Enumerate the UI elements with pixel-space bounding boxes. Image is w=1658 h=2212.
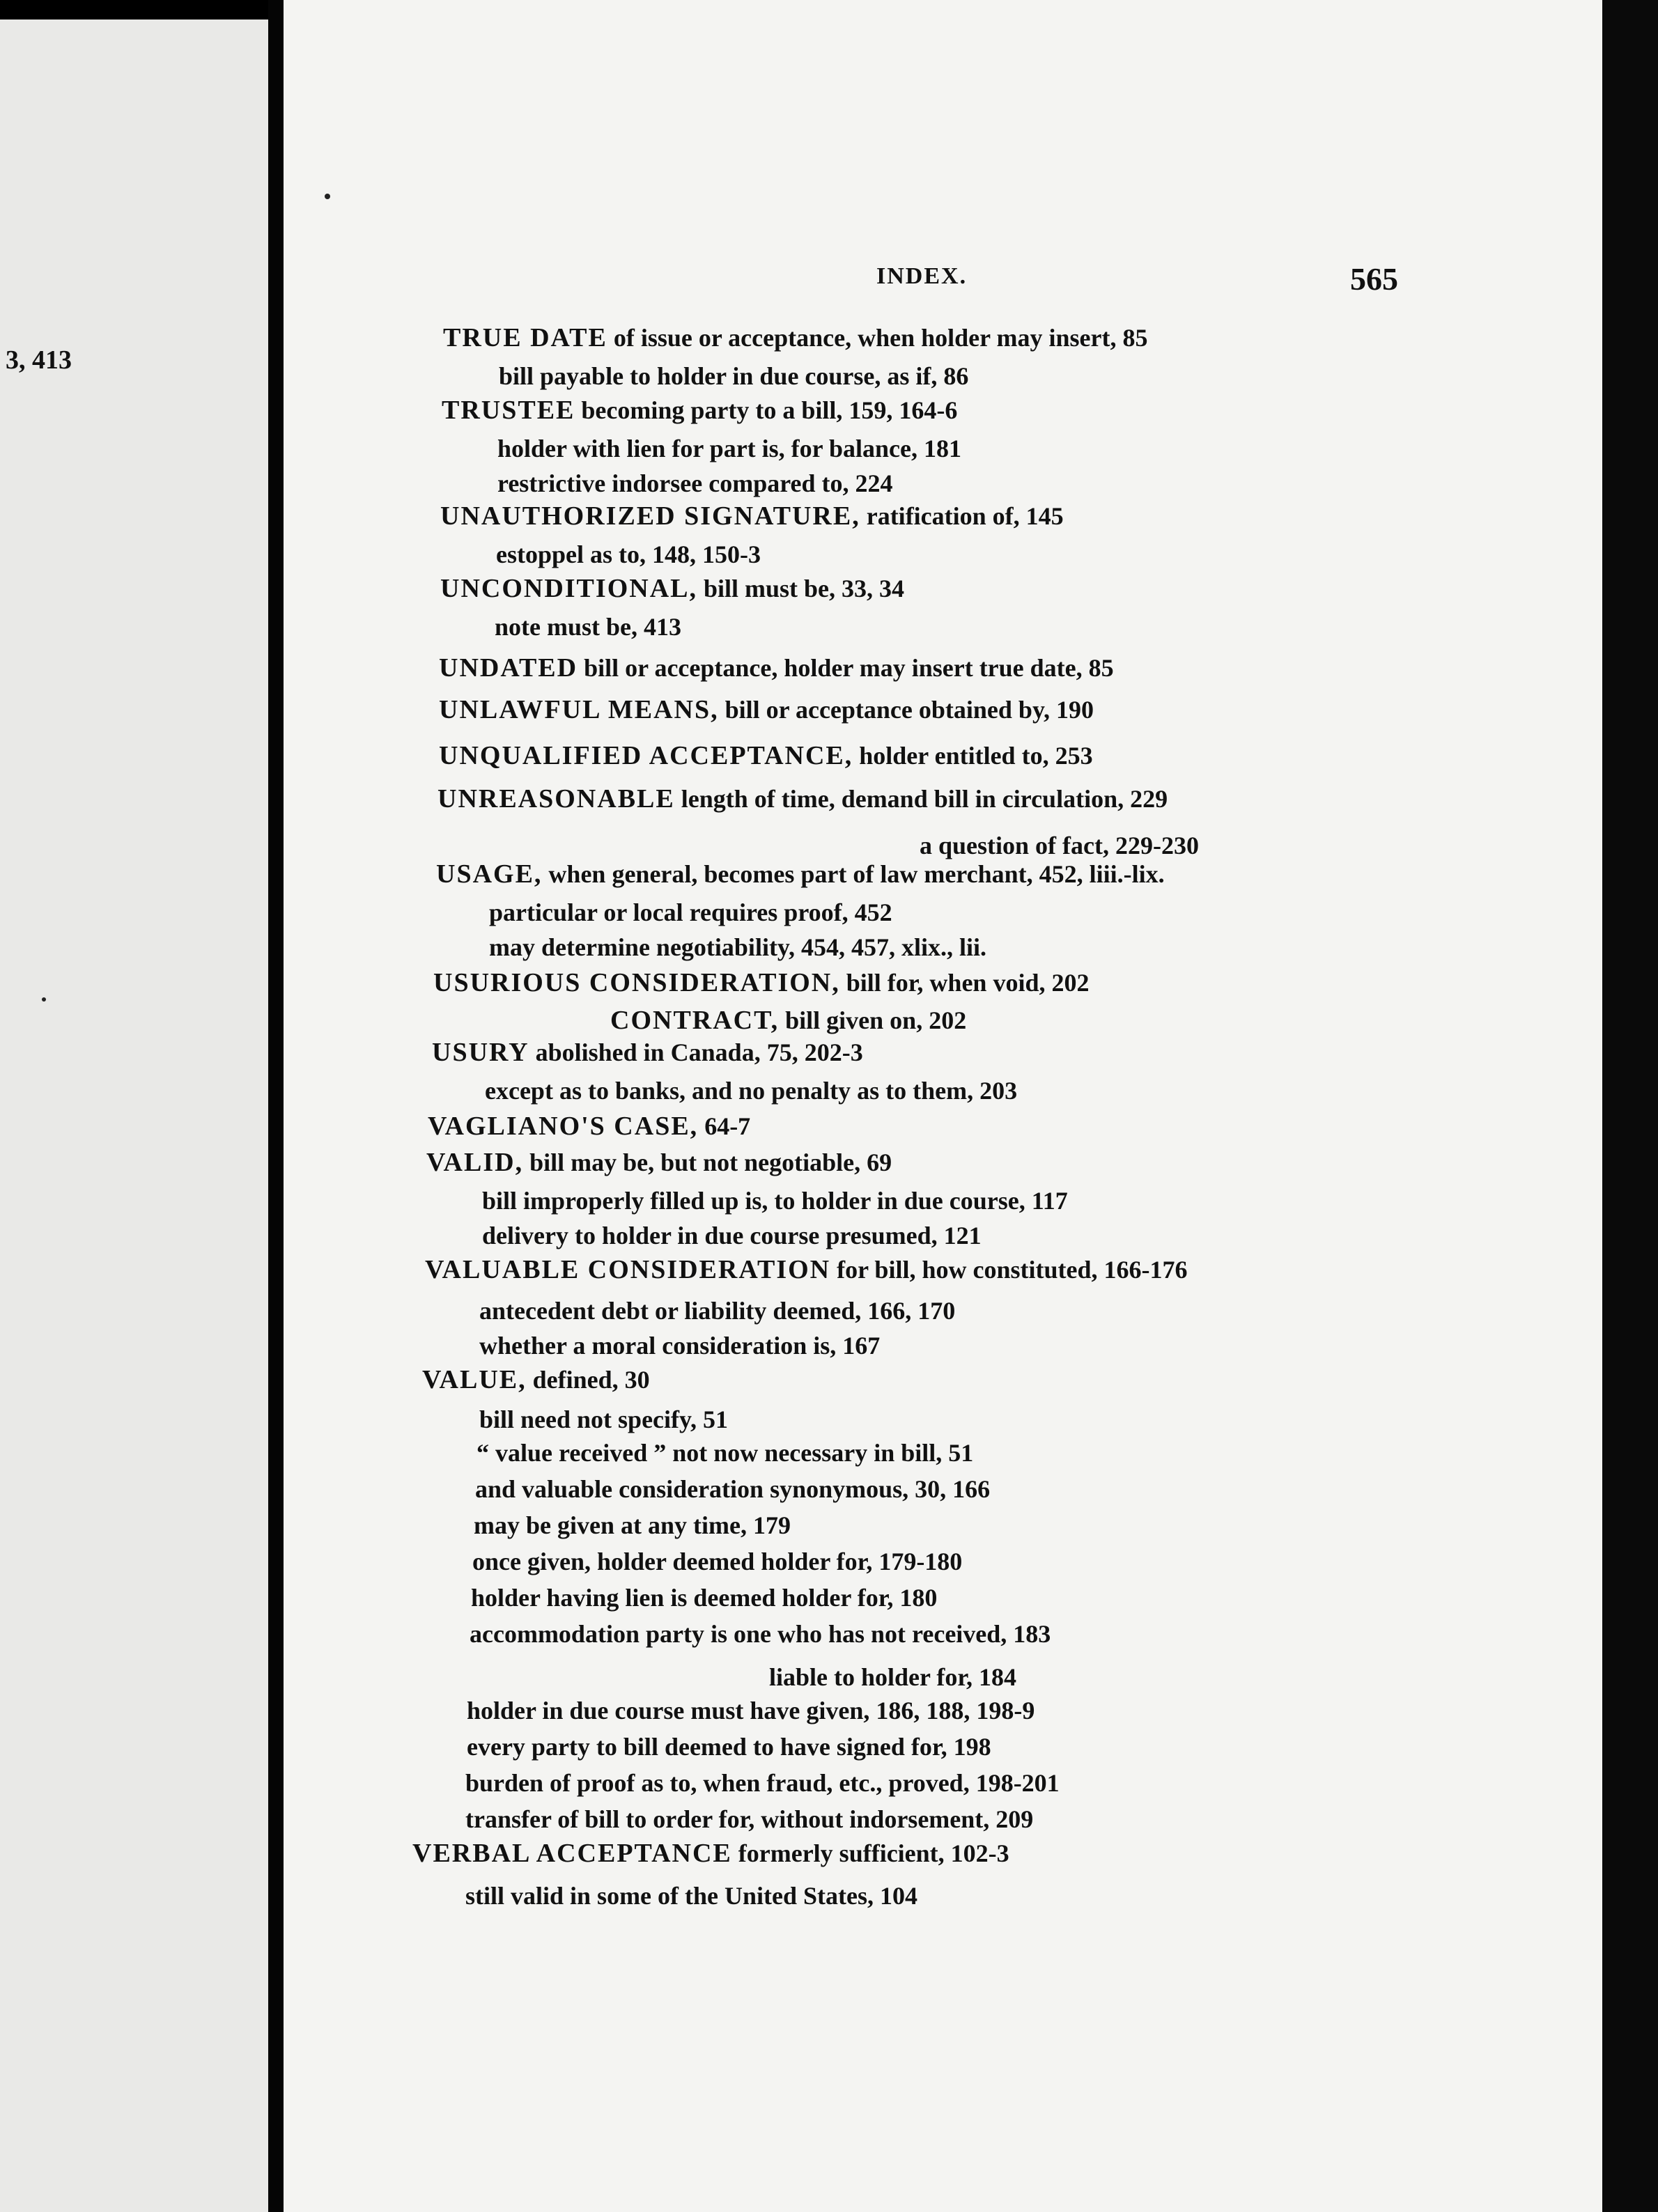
index-entry-main <box>440 503 1064 529</box>
entry-text: becoming party to a bill, 159, 164-6 <box>575 396 958 424</box>
index-entry-main <box>412 1840 1009 1867</box>
entry-text: when general, becomes part of law merchant, 452, liii.-lix. <box>542 860 1165 888</box>
entry-heading: UNDATED <box>439 653 578 683</box>
entry-text: bill or acceptance, holder may insert true date, 85 <box>578 654 1114 682</box>
entry-heading: VERBAL ACCEPTANCE <box>412 1839 732 1868</box>
entry-heading: VAGLIANO'S CASE, <box>428 1112 699 1141</box>
index-subentry: bill payable to holder in due course, as if, 86 <box>499 362 969 390</box>
index-entry-main <box>422 1366 650 1393</box>
index-entry-main <box>436 861 1165 887</box>
entry-text: ratification of, 145 <box>860 502 1064 530</box>
entry-text: bill given on, 202 <box>779 1006 967 1034</box>
index-subentry: may be given at any time, 179 <box>474 1511 791 1539</box>
index-entry-main <box>440 575 904 602</box>
index-subentry: transfer of bill to order for, without indorsement, 209 <box>465 1805 1034 1833</box>
index-subentry: holder having lien is deemed holder for, 180 <box>471 1584 938 1612</box>
entry-heading: VALID, <box>426 1148 524 1177</box>
entry-heading: VALUE, <box>422 1365 527 1394</box>
index-subentry: may determine negotiability, 454, 457, xlix., lii. <box>489 933 986 961</box>
index-subentry: bill need not specify, 51 <box>479 1405 729 1433</box>
index-entry-main <box>426 1149 892 1176</box>
entry-text: formerly sufficient, 102-3 <box>731 1839 1009 1867</box>
index-subentry: once given, holder deemed holder for, 179-180 <box>472 1548 963 1575</box>
speck <box>42 997 46 1002</box>
entry-heading: CONTRACT, <box>610 1006 780 1035</box>
index-subentry: burden of proof as to, when fraud, etc., proved, 198-201 <box>465 1769 1060 1797</box>
entry-text: bill must be, 33, 34 <box>697 575 905 602</box>
entry-text: bill or acceptance obtained by, 190 <box>718 696 1094 724</box>
entry-text: 64-7 <box>698 1112 751 1140</box>
index-subentry: particular or local requires proof, 452 <box>489 898 892 926</box>
index-entry-main <box>439 655 1114 681</box>
entry-heading: USURIOUS CONSIDERATION, <box>433 968 840 997</box>
entry-text: of issue or acceptance, when holder may insert, 85 <box>607 324 1148 352</box>
index-subentry: “ value received ” not now necessary in bill, 51 <box>477 1439 974 1467</box>
index-subentry: antecedent debt or liability deemed, 166, 170 <box>479 1297 956 1325</box>
entry-text: holder entitled to, 253 <box>853 742 1093 770</box>
index-subentry: liable to holder for, 184 <box>769 1663 1017 1691</box>
index-entry-main <box>439 696 1094 723</box>
index-subentry: bill improperly filled up is, to holder in due course, 117 <box>482 1187 1068 1215</box>
page-edge-shadow <box>1602 0 1658 2212</box>
index-entry-main <box>439 742 1093 769</box>
index-subentry: accommodation party is one who has not received, 183 <box>470 1620 1051 1648</box>
index-subentry: except as to banks, and no penalty as to them, 203 <box>485 1077 1018 1105</box>
entry-heading: UNREASONABLE <box>437 784 675 813</box>
index-subentry: restrictive indorsee compared to, 224 <box>497 469 893 497</box>
entry-text: bill may be, but not negotiable, 69 <box>523 1148 892 1176</box>
index-subentry: a question of fact, 229-230 <box>920 832 1199 859</box>
left-page-fragment: 3, 413 <box>6 345 72 375</box>
entry-heading: VALUABLE CONSIDERATION <box>425 1255 831 1284</box>
speck <box>325 194 330 199</box>
index-subentry: every party to bill deemed to have signed for, 198 <box>467 1733 991 1761</box>
entry-heading: UNCONDITIONAL, <box>440 574 697 603</box>
entry-text: for bill, how constituted, 166-176 <box>830 1256 1188 1284</box>
entry-heading: TRUE DATE <box>443 323 607 352</box>
index-entry-main <box>442 397 957 423</box>
index-entry-main <box>432 1039 863 1066</box>
index-subentry: whether a moral consideration is, 167 <box>479 1332 881 1360</box>
index-entry-main <box>443 325 1147 351</box>
entry-heading: USURY <box>432 1038 529 1067</box>
index-subentry: estoppel as to, 148, 150-3 <box>496 540 761 568</box>
index-subentry: delivery to holder in due course presumed, 121 <box>482 1222 982 1249</box>
page-number: 565 <box>1350 261 1398 297</box>
book-gutter <box>268 0 284 2212</box>
index-subentry: note must be, 413 <box>495 613 681 641</box>
index-subentry: and valuable consideration synonymous, 30, 166 <box>475 1475 991 1503</box>
entry-heading: USAGE, <box>436 859 543 889</box>
entry-text: bill for, when void, 202 <box>839 969 1090 997</box>
index-entry-main <box>428 1113 750 1139</box>
entry-heading: TRUSTEE <box>442 396 575 425</box>
running-head: INDEX. <box>876 263 968 289</box>
index-entry-main <box>433 969 1089 996</box>
entry-heading: UNQUALIFIED ACCEPTANCE, <box>439 741 853 770</box>
entry-text: defined, 30 <box>526 1366 650 1394</box>
index-subentry <box>610 1007 966 1034</box>
entry-heading: UNAUTHORIZED SIGNATURE, <box>440 501 860 531</box>
entry-text: abolished in Canada, 75, 202-3 <box>529 1038 863 1066</box>
index-subentry: holder with lien for part is, for balance, 181 <box>497 435 961 462</box>
entry-heading: UNLAWFUL MEANS, <box>439 695 719 724</box>
index-subentry: holder in due course must have given, 186, 188, 198-9 <box>467 1697 1035 1724</box>
entry-text: length of time, demand bill in circulation, 229 <box>674 785 1168 813</box>
index-subentry: still valid in some of the United States, 104 <box>465 1882 918 1910</box>
left-page <box>0 20 268 2212</box>
index-entry-main <box>437 786 1168 812</box>
index-entry-main <box>425 1256 1187 1283</box>
